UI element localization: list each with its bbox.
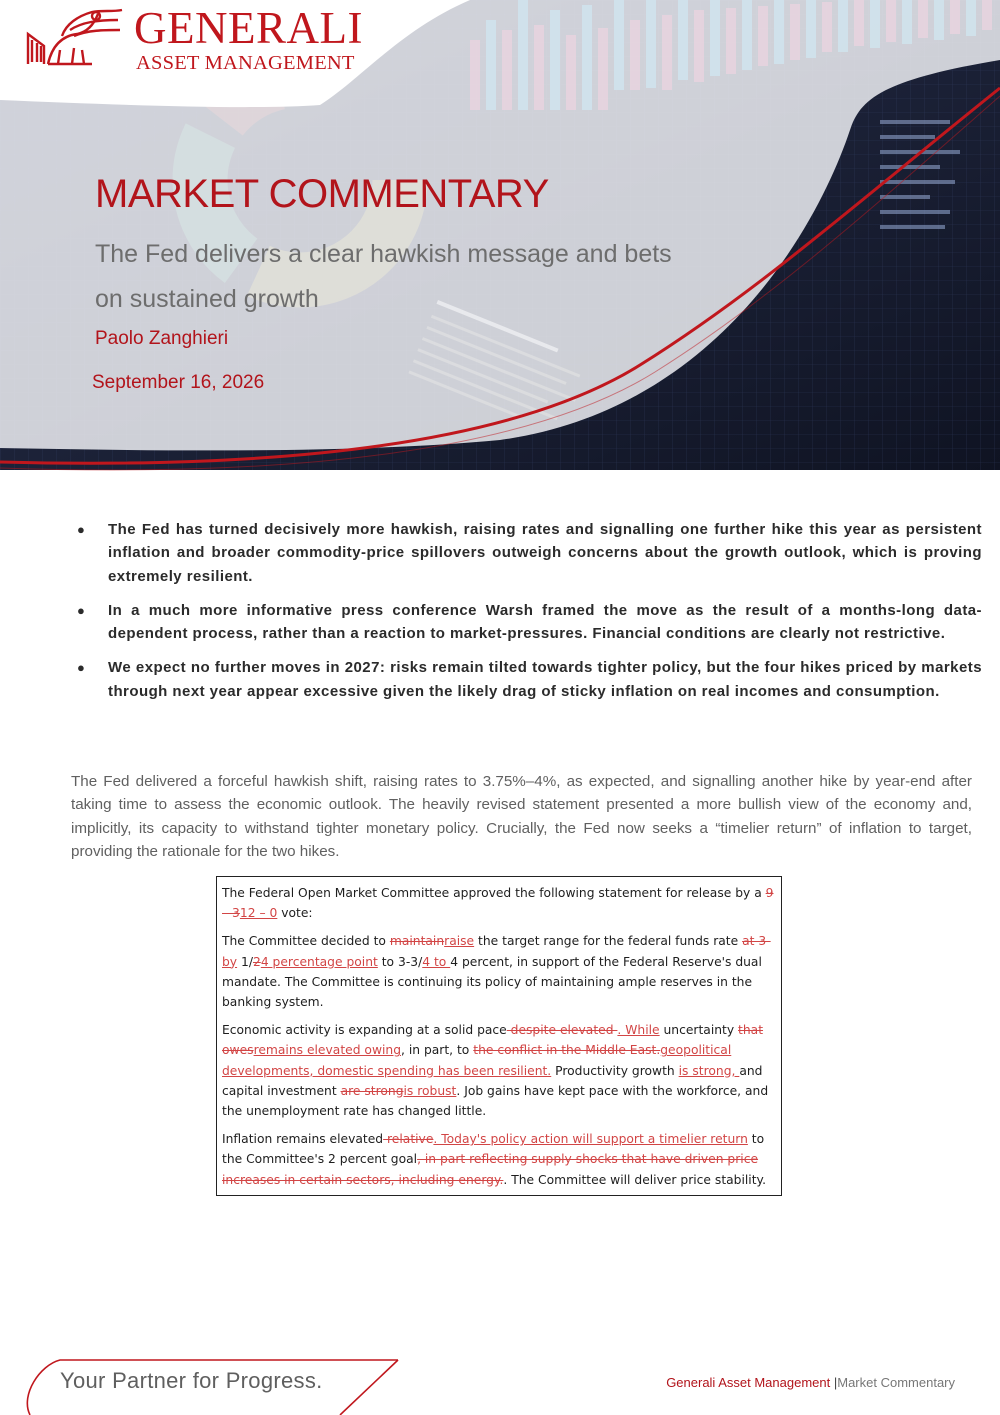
bullet-icon: ●: [77, 660, 86, 676]
statement-text: The Committee decided to: [222, 934, 390, 949]
deleted-text: 9 – 3: [222, 886, 774, 921]
statement-text: Inflation remains elevated: [222, 1132, 384, 1147]
key-points: [70, 518, 982, 714]
publish-date: September 16, 2026: [92, 372, 265, 393]
statement-text: 1/: [237, 954, 253, 969]
statement-paragraph: [222, 931, 775, 1012]
deleted-text: 2: [252, 954, 261, 969]
footer-separator: |: [833, 1375, 838, 1390]
inserted-text: is strong,: [678, 1063, 740, 1078]
inserted-text: remains elevated owing: [253, 1043, 402, 1058]
statement-paragraph: [222, 1129, 775, 1190]
statement-text: 4 percent, in support of the Federal Reserve's dual mandate. The Committee is continuing its policy of maintaining ample reserves in the banking system.: [222, 954, 762, 1010]
deleted-text: at 3-: [742, 934, 771, 949]
inserted-text: 4 to: [422, 954, 451, 969]
bullet-icon: ●: [77, 522, 86, 537]
statement-text: . Job gains have kept pace with the workforce, and the unemployment rate has changed little.: [222, 1083, 769, 1119]
inserted-text: by: [222, 954, 238, 969]
brand-subname: ASSET MANAGEMENT: [136, 52, 355, 74]
key-point: [70, 518, 982, 588]
deleted-text: despite elevated: [506, 1023, 618, 1038]
inserted-text: 4 percentage point: [260, 954, 378, 969]
statement-text: Productivity growth: [551, 1063, 679, 1078]
bullet-icon: ●: [77, 602, 86, 618]
key-point-text: We expect no further moves in 2027: risks remain tilted towards tighter policy, but the four hikes priced by markets through next year appear excessive given the likely drag of sticky inflation on real incomes and consumption.: [108, 659, 982, 700]
footer-info: [666, 1375, 955, 1390]
fomc-statement-redline: [216, 876, 782, 1196]
author: Paolo Zanghieri: [95, 328, 229, 349]
inserted-text: 12 – 0: [239, 906, 278, 921]
statement-text: . The Committee will deliver price stability.: [503, 1172, 766, 1187]
deleted-text: that owes: [222, 1023, 764, 1058]
footer-brand: Generali Asset Management: [666, 1375, 831, 1390]
deleted-text: maintain: [389, 934, 445, 949]
deleted-text: are strong: [340, 1083, 404, 1098]
statement-text: uncertainty: [659, 1023, 739, 1038]
statement-text: The Federal Open Market Committee approved the following statement for release by a: [222, 886, 766, 900]
hero-banner: [0, 0, 1000, 480]
statement-text: Economic activity is expanding at a solid pace: [222, 1023, 507, 1038]
statement-text: , in part, to: [401, 1043, 474, 1058]
brand-name: GENERALI: [134, 3, 363, 53]
statement-text: to the Committee's 2 percent goal: [222, 1132, 765, 1167]
page-title: MARKET COMMENTARY: [95, 172, 549, 216]
key-point: [70, 599, 982, 646]
statement-paragraph: [222, 883, 775, 923]
deleted-text: relative: [383, 1132, 434, 1147]
inserted-text: raise: [444, 934, 475, 949]
statement-paragraph: [222, 1020, 775, 1121]
key-point-text: The Fed has turned decisively more hawkish, raising rates and signalling one further hike this year as persistent inflation and broader commodity-price spillovers outweigh concerns about the growth outlook, which is proving extremely resilient.: [108, 521, 982, 585]
deleted-text: , in part reflecting supply shocks that have driven price increases in certain sectors, including energy.: [222, 1152, 759, 1187]
key-point: [70, 656, 982, 703]
statement-text: vote:: [277, 906, 313, 921]
statement-text: and capital investment: [222, 1063, 763, 1098]
winged-lion-icon: [22, 6, 126, 68]
inserted-text: is robust: [403, 1083, 457, 1098]
key-point-text: In a much more informative press conference Warsh framed the move as the result of a months-long data-dependent process, rather than a reaction to market-pressures. Financial conditions are clearly not restrictive.: [108, 601, 982, 643]
inserted-text: . Today's policy action will support a timelier return: [433, 1132, 748, 1147]
statement-text: to 3-3/: [377, 954, 423, 969]
deleted-text: the conflict in the Middle East.: [473, 1043, 661, 1058]
statement-text: the target range for the federal funds rate: [474, 934, 743, 949]
inserted-text: . While: [617, 1023, 660, 1038]
footer-doc-type: Market Commentary: [837, 1375, 955, 1390]
footer-tagline: Your Partner for Progress.: [60, 1368, 323, 1393]
inserted-text: geopolitical developments, domestic spending has been resilient.: [222, 1043, 732, 1078]
body-paragraph: The Fed delivered a forceful hawkish shift, raising rates to 3.75%–4%, as expected, and signalling another hike by year-end after taking time to assess the economic outlook. The heavily revised statement presented a more bullish view of the economy and, implicitly, its capacity to withstand tighter monetary policy. Crucially, the Fed now seeks a “timelier return” of inflation to target, providing the rationale for the two hikes.: [71, 773, 972, 861]
page-subtitle: The Fed delivers a clear hawkish message and bets on sustained growth: [95, 240, 672, 313]
